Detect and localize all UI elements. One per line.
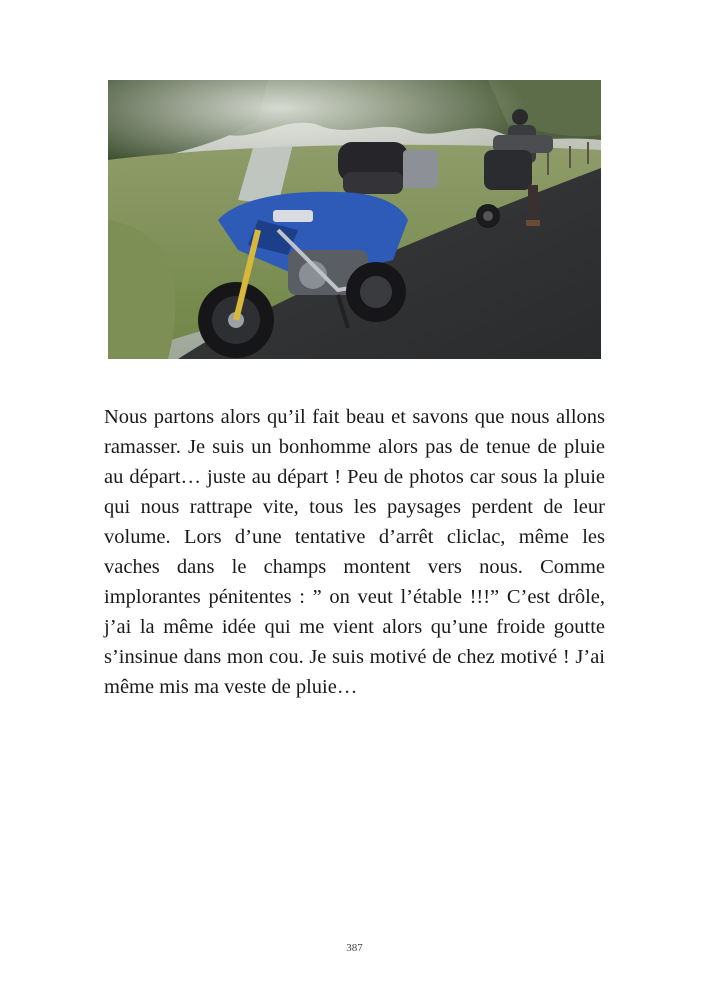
- motorcycles-photo: [108, 80, 601, 359]
- page-number: 387: [346, 942, 363, 954]
- body-paragraph: Nous partons alors qu’il fait beau et savons que nous allons ramasser. Je suis un bonhomme alors pas de tenue de pluie au départ… juste au départ ! Peu de photos car sous la pluie qui nous rattrape vite, tous les paysages perdent de leur volume. Lors d’une tentative d’arrêt cliclac, même les vaches dans le champs montent vers nous. Comme implorantes pénitentes : ” on veut l’étable !!!” C’est drôle, j’ai la même idée qui me vient alors qu’une froide goutte s’insinue dans mon cou. Je suis motivé de chez motivé ! J’ai même mis ma veste de pluie…: [104, 406, 605, 698]
